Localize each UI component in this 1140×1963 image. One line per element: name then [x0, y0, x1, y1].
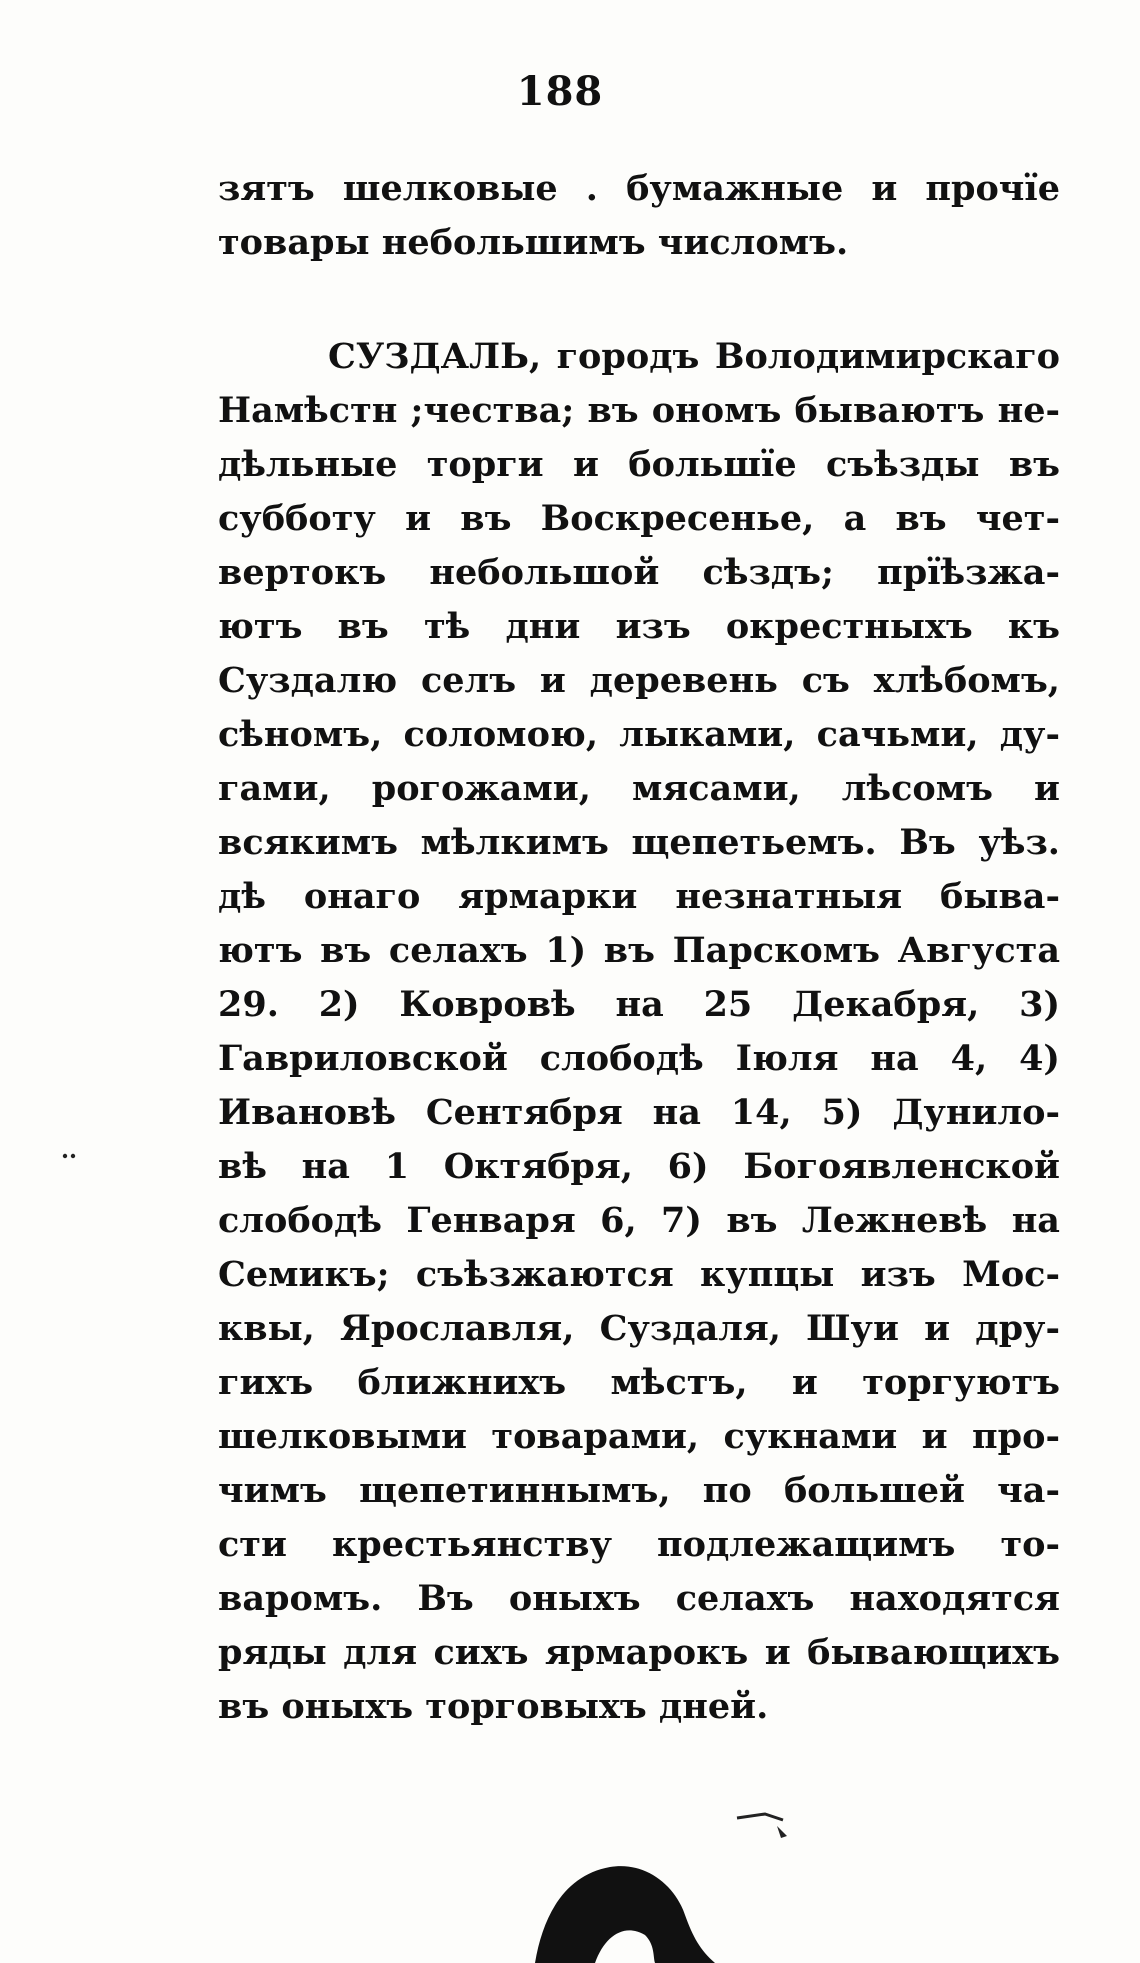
- text-line: ютъ въ тѣ дни изъ окрестныхъ къ: [218, 606, 1060, 647]
- text-line: сти крестьянству подлежащимъ то-: [218, 1524, 1060, 1565]
- text-line: вертокъ небольшой сѣздъ; прїѣзжа-: [218, 552, 1060, 593]
- text-line: Намѣстн ;чества; въ ономъ бываютъ не-: [218, 390, 1060, 431]
- text-line: всякимъ мѣлкимъ щепетьемъ. Въ уѣз.: [218, 822, 1060, 863]
- text-line: ютъ въ селахъ 1) въ Парскомъ Августа: [218, 930, 1060, 971]
- text-line: 29. 2) Ковровѣ на 25 Декабря, 3): [218, 984, 1060, 1025]
- text-line: субботу и въ Воскресенье, а въ чет-: [218, 498, 1060, 539]
- text-line: СУЗДАЛЬ, городъ Володимирскаго: [328, 336, 1060, 377]
- page-number: 188: [516, 68, 604, 115]
- text-line: Ивановѣ Сентября на 14, 5) Дунило-: [218, 1092, 1060, 1133]
- text-line: Суздалю селъ и деревень съ хлѣбомъ,: [218, 660, 1060, 701]
- text-line: Гавриловской слободѣ Iюля на 4, 4): [218, 1038, 1060, 1079]
- ink-blot-mark: [525, 1845, 725, 1963]
- text-line: гами, рогожами, мясами, лѣсомъ и: [218, 768, 1060, 809]
- text-line: гихъ ближнихъ мѣстъ, и торгуютъ: [218, 1362, 1060, 1403]
- text-line: шелковыми товарами, сукнами и про-: [218, 1416, 1060, 1457]
- text-line: въ оныхъ торговыхъ дней.: [218, 1686, 769, 1727]
- text-line: Семикъ; съѣзжаются купцы изъ Мос-: [218, 1254, 1060, 1295]
- text-line: товары небольшимъ числомъ.: [218, 222, 849, 263]
- paragraph-suzdal: [218, 330, 1060, 1734]
- text-line: варомъ. Въ оныхъ селахъ находятся: [218, 1578, 1060, 1619]
- text-line: сѣномъ, соломою, лыками, сачьми, ду-: [218, 714, 1060, 755]
- paragraph-continuation: [218, 162, 1060, 270]
- text-line: дѣльные торги и большїе съѣзды въ: [218, 444, 1060, 485]
- text-line: слободѣ Генваря 6, 7) въ Лежневѣ на: [218, 1200, 1060, 1241]
- text-line: квы, Ярославля, Суздаля, Шуи и дру-: [218, 1308, 1060, 1349]
- text-line: вѣ на 1 Октября, 6) Богоявленской: [218, 1146, 1060, 1187]
- text-line: дѣ онаго ярмарки незнатныя быва-: [218, 876, 1060, 917]
- text-line: зятъ шелковые . бумажные и прочїе: [218, 168, 1060, 209]
- text-line: ряды для сихъ ярмарокъ и бывающихъ: [218, 1632, 1060, 1673]
- text-line: чимъ щепетиннымъ, по большей ча-: [218, 1470, 1060, 1511]
- margin-dot-mark: [62, 1152, 76, 1160]
- pen-stroke-mark: [735, 1810, 795, 1840]
